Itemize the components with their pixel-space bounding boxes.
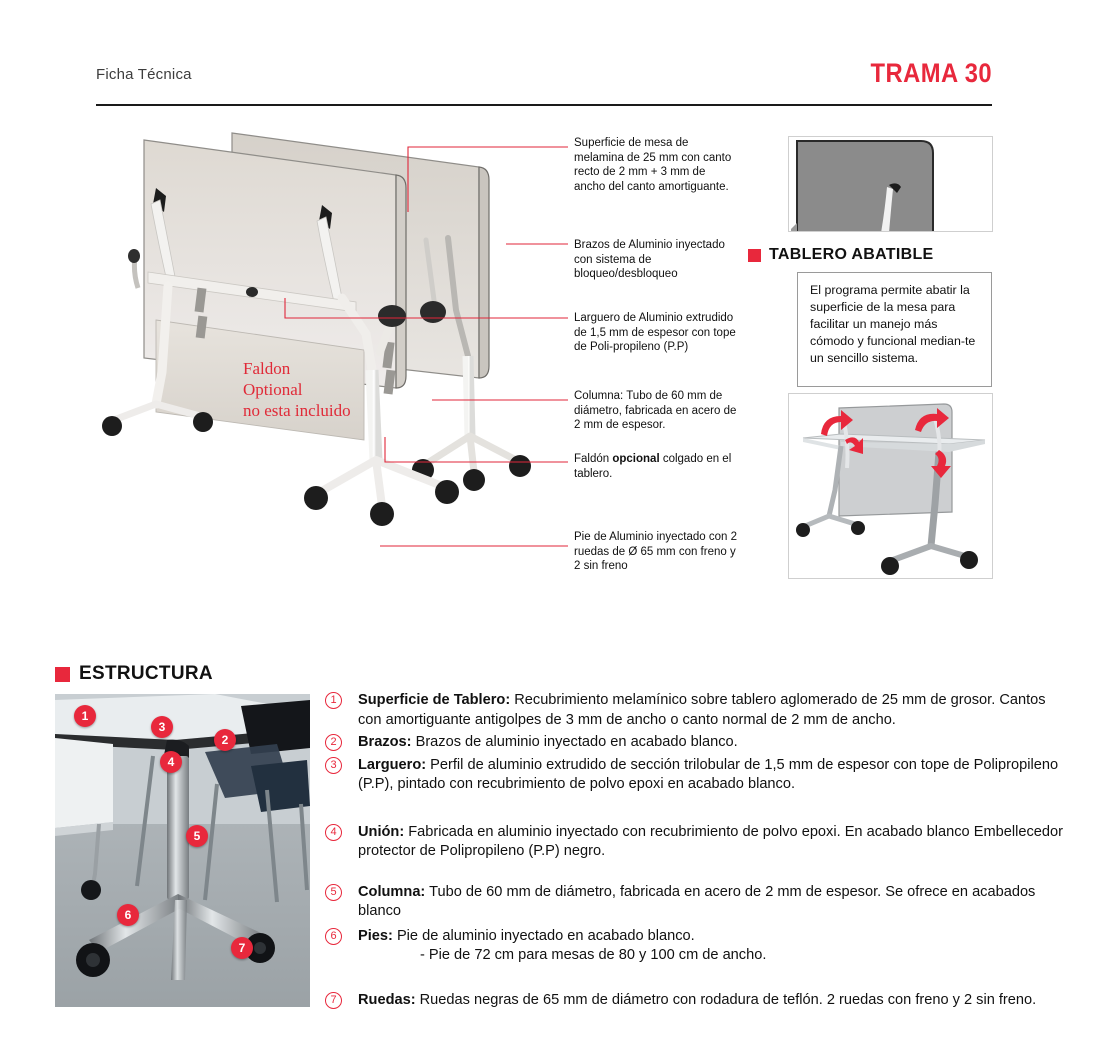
spec-text-1: Recubrimiento melamínico sobre tablero aglomerado de 25 mm de grosor. Cantos con amortiguante antigolpes de 3 mm de ancho o canto normal de 2 mm de ancho. bbox=[358, 692, 1046, 728]
photo-marker-7: 7 bbox=[231, 937, 253, 959]
spec-body-2 bbox=[358, 733, 1065, 753]
spec-number-7: 7 bbox=[325, 992, 342, 1009]
spec-item-4 bbox=[325, 823, 1065, 862]
spec-text-3: Perfil de aluminio extrudido de sección trilobular de 1,5 mm de espesor con tope de Polipropileno (P.P), pintado con recubrimiento de polvo epoxi en acabado blanco. bbox=[358, 756, 1059, 792]
spec-text-6: Pie de aluminio inyectado en acabado blanco. bbox=[392, 927, 695, 944]
callout-brazos: Brazos de Aluminio inyectado con sistema de bloqueo/desbloqueo bbox=[574, 239, 725, 281]
spec-body-6 bbox=[358, 927, 1065, 966]
spec-body-5 bbox=[358, 883, 1065, 922]
callout-larguero: Larguero de Aluminio extrudido de 1,5 mm de espesor con tope de Poli-propileno (P.P) bbox=[574, 312, 736, 354]
spec-title-7: Ruedas: bbox=[358, 991, 416, 1008]
estructura-reference-photo bbox=[55, 694, 310, 1007]
tablero-abatible-description-box bbox=[797, 272, 992, 387]
photo-marker-1: 1 bbox=[74, 705, 96, 727]
spec-body-3 bbox=[358, 756, 1065, 795]
spec-item-3 bbox=[325, 756, 1065, 795]
photo-marker-5: 5 bbox=[186, 825, 208, 847]
tabletop-detail-photo bbox=[788, 136, 993, 232]
spec-number-6: 6 bbox=[325, 928, 342, 945]
hero-product-illustration bbox=[96, 120, 576, 590]
tablero-abatible-description: El programa permite abatir la superficie de la mesa para facilitar un manejo más cómodo y funcional median-te un sencillo sistema. bbox=[810, 283, 976, 365]
tablero-abatible-title: TABLERO ABATIBLE bbox=[769, 246, 934, 263]
red-square-bullet-icon bbox=[55, 667, 70, 682]
tablero-abatible-heading bbox=[748, 246, 934, 264]
spec-item-2 bbox=[325, 733, 1065, 753]
folded-tables-graphic bbox=[96, 120, 576, 590]
spec-text-2: Brazos de aluminio inyectado en acabado blanco. bbox=[411, 734, 738, 750]
photo-marker-3: 3 bbox=[151, 716, 173, 738]
callout-superficie: Superficie de mesa de melamina de 25 mm con canto recto de 2 mm + 3 mm de ancho del canto amortiguante. bbox=[574, 137, 732, 193]
tilting-table-graphic bbox=[789, 394, 993, 579]
estructura-spec-list bbox=[325, 691, 1065, 1010]
red-square-bullet-icon bbox=[748, 249, 761, 262]
spec-item-7 bbox=[325, 991, 1065, 1011]
spec-item-5 bbox=[325, 883, 1065, 922]
table-base-photo-graphic bbox=[55, 694, 310, 1007]
spec-title-6: Pies: bbox=[358, 927, 393, 944]
spec-number-5: 5 bbox=[325, 884, 342, 901]
spec-text-5: Tubo de 60 mm de diámetro, fabricada en acero de 2 mm de espesor. Se ofrece en acabados blanco bbox=[358, 883, 1036, 919]
photo-marker-2: 2 bbox=[214, 729, 236, 751]
page-header bbox=[96, 58, 992, 106]
estructura-title: ESTRUCTURA bbox=[79, 663, 213, 684]
spec-number-1: 1 bbox=[325, 692, 342, 709]
spec-text-4: Fabricada en aluminio inyectado con recubrimiento de polvo epoxi. En acabado blanco Embellecedor protector de Polipropileno (P.P) negro. bbox=[358, 823, 1063, 859]
faldon-note-line-2: Optional bbox=[243, 380, 303, 399]
photo-marker-6: 6 bbox=[117, 904, 139, 926]
header-rule bbox=[96, 104, 992, 106]
callout-columna: Columna: Tubo de 60 mm de diámetro, fabricada en acero de 2 mm de espesor. bbox=[574, 390, 737, 432]
faldon-note-line-3: no esta incluido bbox=[243, 401, 351, 420]
estructura-heading bbox=[55, 663, 213, 685]
faldon-optional-note bbox=[243, 358, 351, 421]
spec-subline-6: - Pie de 72 cm para mesas de 80 y 100 cm de ancho. bbox=[420, 947, 767, 963]
spec-title-5: Columna: bbox=[358, 883, 426, 900]
callout-faldon-bold: opcional bbox=[612, 453, 660, 465]
spec-title-4: Unión: bbox=[358, 823, 405, 840]
callout-faldon bbox=[574, 452, 739, 481]
spec-text-7: Ruedas negras de 65 mm de diámetro con rodadura de teflón. 2 ruedas con freno y 2 sin freno. bbox=[415, 991, 1037, 1008]
tilting-mechanism-photo bbox=[788, 393, 993, 579]
spec-body-7 bbox=[358, 991, 1065, 1011]
callout-pie: Pie de Aluminio inyectado con 2 ruedas de Ø 65 mm con freno y 2 sin freno bbox=[574, 531, 738, 573]
callout-faldon-post: colgado en el tablero. bbox=[574, 453, 732, 480]
folded-top-detail-graphic bbox=[789, 137, 993, 232]
spec-title-3: Larguero: bbox=[358, 756, 427, 773]
spec-title-1: Superficie de Tablero: bbox=[358, 692, 511, 708]
spec-item-6 bbox=[325, 927, 1065, 966]
spec-title-2: Brazos: bbox=[358, 734, 412, 750]
callout-faldon-pre: Faldón bbox=[574, 453, 613, 465]
spec-item-1 bbox=[325, 691, 1065, 730]
spec-number-2: 2 bbox=[325, 734, 342, 751]
photo-marker-4: 4 bbox=[160, 751, 182, 773]
spec-number-3: 3 bbox=[325, 757, 342, 774]
document-type-label: Ficha Técnica bbox=[96, 66, 192, 83]
spec-body-1 bbox=[358, 691, 1065, 730]
spec-body-4 bbox=[358, 823, 1065, 862]
faldon-note-line-1: Faldon bbox=[243, 359, 291, 378]
brand-title: TRAMA 30 bbox=[870, 58, 992, 88]
spec-number-4: 4 bbox=[325, 824, 342, 841]
